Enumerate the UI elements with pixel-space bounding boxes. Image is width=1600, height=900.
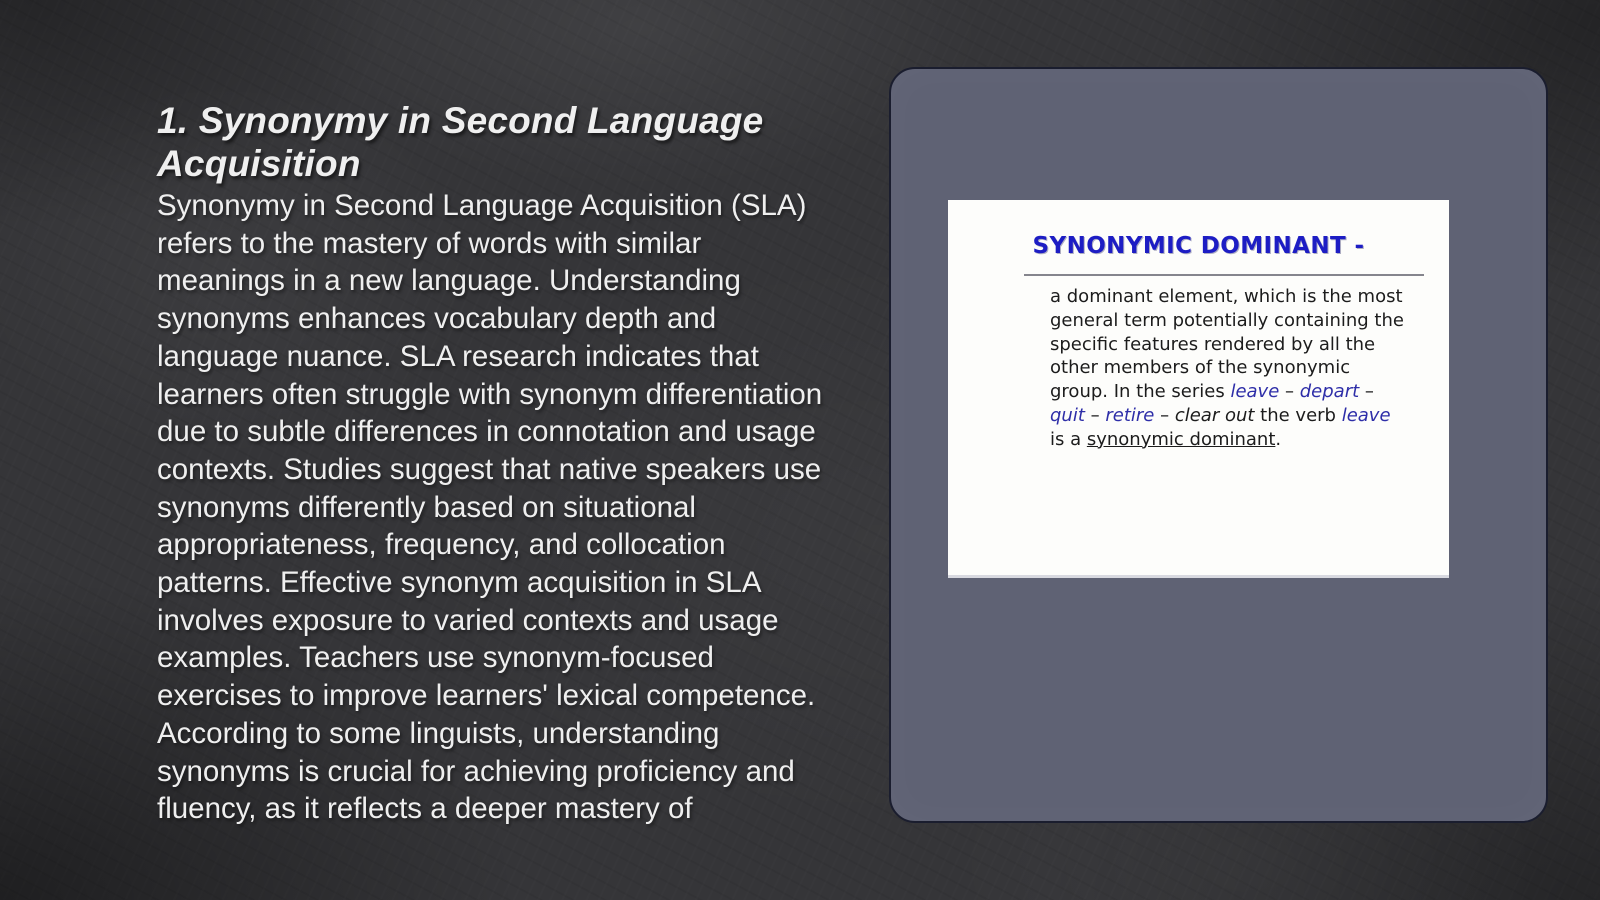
- definition-segment: retire: [1105, 404, 1155, 426]
- definition-segment: is a: [1050, 428, 1087, 450]
- slide-heading: 1. Synonymy in Second Language Acquisition: [157, 100, 764, 184]
- definition-segment: –: [1154, 404, 1175, 426]
- definition-segment: clear out: [1174, 404, 1255, 426]
- definition-segment: –: [1279, 381, 1300, 403]
- definition-segment: .: [1275, 428, 1282, 450]
- slide-text-column: [157, 99, 825, 828]
- slide-body-text: Synonymy in Second Language Acquisition (SLA) refers to the mastery of words with similar meanings in a new language. Understanding synonyms enhances vocabulary depth and language nuance. SLA research indicates that learners often struggle with synonym differentiation due to subtle differences in connotation and usage contexts. Studies suggest that native speakers use synonyms differently based on situational appropriateness, frequency, and collocation patterns. Effective synonym acquisition in SLA involves exposure to varied contexts and usage examples. Teachers use synonym-focused exercises to improve learners' lexical competence. According to some linguists, understanding synonyms is crucial for achieving proficiency and fluency, as it reflects a deeper mastery of: [157, 189, 823, 826]
- definition-segment: –: [1359, 381, 1374, 403]
- definition-segment: quit: [1050, 404, 1085, 426]
- definition-panel: [889, 67, 1548, 823]
- definition-segment: the verb: [1254, 404, 1342, 426]
- definition-segment: –: [1084, 404, 1106, 426]
- card-title: SYNONYMIC DOMINANT -: [1032, 233, 1365, 259]
- card-divider: [1024, 274, 1424, 276]
- definition-text: [1050, 285, 1408, 452]
- definition-segment: a dominant element, which is the most general term potentially containing the specific features rendered by all the other members of the synonymic group. In the series: [1050, 286, 1404, 403]
- definition-card: [948, 200, 1449, 575]
- definition-segment: depart: [1299, 381, 1360, 403]
- definition-segment: leave: [1230, 381, 1280, 403]
- definition-segment: synonymic dominant: [1086, 428, 1276, 450]
- definition-segment: leave: [1341, 404, 1391, 426]
